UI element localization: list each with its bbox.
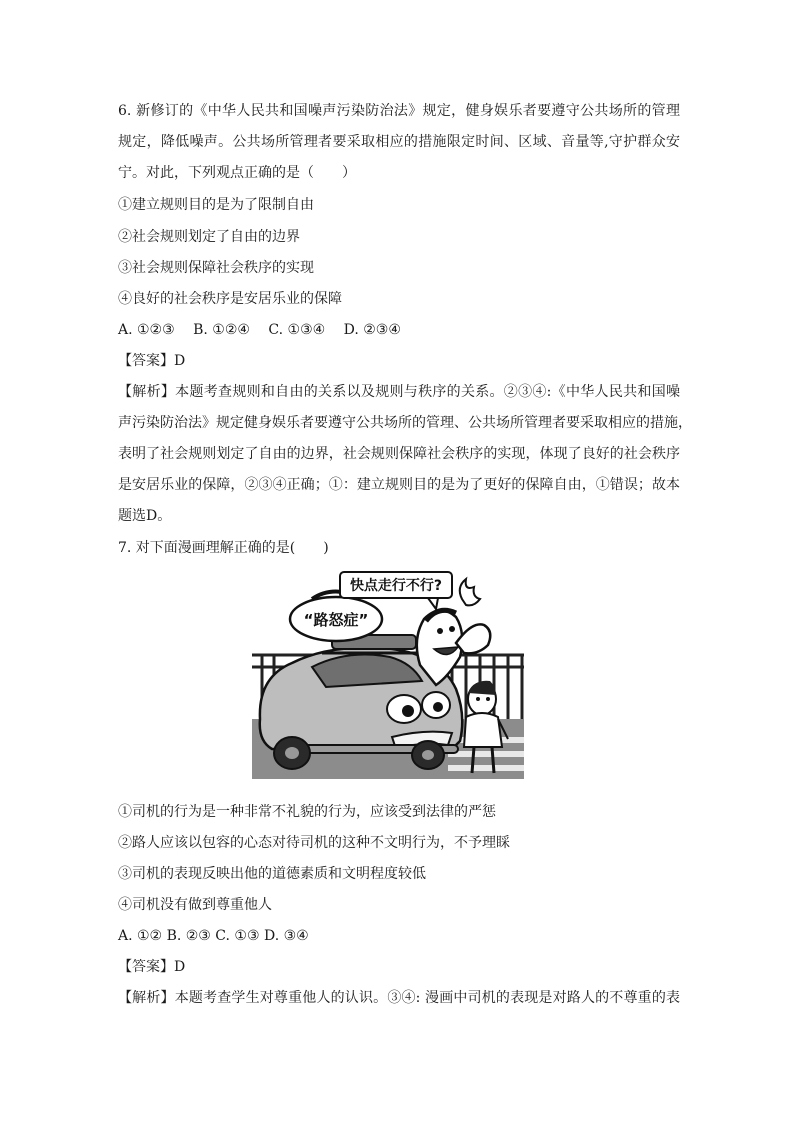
- q7-stem: 7. 对下面漫画理解正确的是( ): [118, 540, 329, 556]
- q6-stem-line-1: 6. 新修订的《中华人民共和国噪声污染防治法》规定，健身娱乐者要遵守公共场所的管理: [118, 103, 680, 119]
- q7-answer: 【答案】D: [118, 959, 186, 975]
- q6-answer: 【答案】D: [118, 353, 186, 369]
- q6-option-1: ①建立规则目的是为了限制自由: [118, 197, 314, 213]
- q7-option-4: ④司机没有做到尊重他人: [118, 897, 272, 913]
- q6-analysis-line-3: 表明了社会规则划定了自由的边界，社会规则保障社会秩序的实现，体现了良好的社会秩序: [118, 446, 680, 462]
- cartoon-speech: 快点走行不行?: [349, 578, 443, 594]
- q7-choices: A. ①② B. ②③ C. ①③ D. ③④: [118, 928, 309, 944]
- q6-stem-line-3: 宁。对此，下列观点正确的是（ ）: [118, 165, 356, 181]
- q7-option-1: ①司机的行为是一种非常不礼貌的行为，应该受到法律的严惩: [118, 804, 496, 820]
- q6-analysis-line-4: 是安居乐业的保障，②③④正确；①：建立规则目的是为了更好的保障自由，①错误；故本: [118, 477, 680, 493]
- q6-stem-line-2: 规定，降低噪声。公共场所管理者要采取相应的措施限定时间、区域、音量等,守护群众安: [118, 134, 680, 150]
- q7-option-2: ②路人应该以包容的心态对待司机的这种不文明行为，不予理睬: [118, 835, 510, 851]
- q6-option-3: ③社会规则保障社会秩序的实现: [118, 260, 314, 276]
- q7-option-3: ③司机的表现反映出他的道德素质和文明程度较低: [118, 866, 426, 882]
- q6-analysis-line-1: 【解析】本题考查规则和自由的关系以及规则与秩序的关系。②③④:《中华人民共和国噪: [118, 384, 680, 400]
- q6-choices: A. ①②③ B. ①②④ C. ①③④ D. ②③④: [118, 322, 401, 338]
- q7-analysis-line-1: 【解析】本题考查学生对尊重他人的认识。③④: 漫画中司机的表现是对路人的不尊重的表: [118, 990, 680, 1006]
- q6-analysis-line-5: 题选D。: [118, 508, 172, 524]
- q6-option-2: ②社会规则划定了自由的边界: [118, 229, 300, 245]
- q6-analysis-line-2: 声污染防治法》规定健身娱乐者要遵守公共场所的管理、公共场所管理者要采取相应的措施，: [118, 415, 692, 431]
- q6-option-4: ④良好的社会秩序是安居乐业的保障: [118, 291, 342, 307]
- cartoon-label: “路怒症”: [303, 611, 369, 629]
- road-rage-cartoon: [252, 569, 524, 779]
